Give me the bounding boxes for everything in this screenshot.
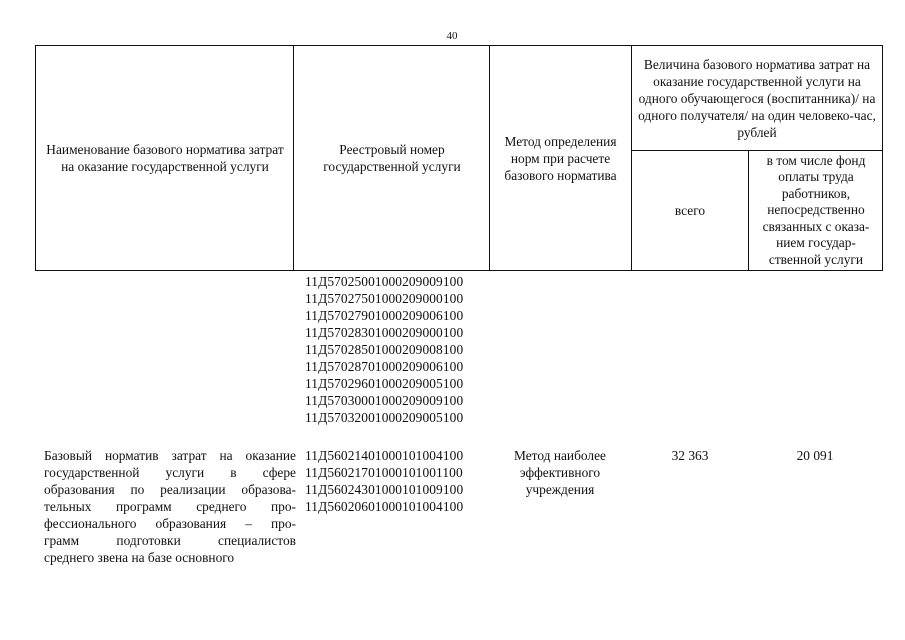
header-total-text: всего [674, 203, 706, 218]
table-left-border [35, 45, 36, 271]
row-name-line: образования по реализации образова- [44, 482, 296, 497]
table-right-border [882, 45, 883, 271]
registry-code: 11Д56024301000101009100 [305, 482, 464, 497]
header-including-cell [752, 151, 880, 270]
row-name-line: фессионального образования – про- [44, 516, 296, 531]
registry-code: 11Д57027901000209006100 [305, 308, 464, 323]
header-method-cell [492, 46, 629, 270]
row-total: 32 363 [671, 448, 709, 463]
row-including: 20 091 [796, 448, 834, 463]
registry-code: 11Д57027501000209000100 [305, 291, 464, 306]
header-name-cell [40, 46, 290, 270]
header-bottom-border [35, 270, 883, 271]
registry-code: 11Д57029601000209005100 [305, 376, 464, 391]
row-code-list [305, 447, 463, 515]
col-divider-2 [489, 45, 490, 271]
row-name-line: государственной услуги в сфере [44, 465, 296, 480]
row-name-line: тельных программ среднего про- [44, 499, 296, 514]
header-registry-text: Реестровый номер государственной услуги [323, 142, 461, 174]
registry-code: 11Д56020601000101004100 [305, 499, 464, 514]
page-number: 40 [446, 30, 458, 42]
row-method: Метод наиболее эффективного учреждения [514, 448, 606, 497]
col-divider-3 [631, 45, 632, 271]
row-name [44, 447, 296, 566]
row-name-line: Базовый норматив затрат на оказание [44, 448, 296, 463]
registry-code: 11Д57025001000209009100 [305, 274, 464, 289]
registry-code: 11Д56021701000101001100 [305, 465, 463, 480]
header-including-text: в том числе фонд оплаты труда работников, непосредственно связанных с оказа-нием государ-ственной услуги [762, 152, 870, 267]
registry-code: 11Д57028301000209000100 [305, 325, 464, 340]
row-name-line: грамм подготовки специалистов [44, 533, 296, 548]
registry-code: 11Д56021401000101004100 [305, 448, 464, 463]
header-value-cell [633, 46, 881, 150]
header-value-text: Величина базового норматива затрат на оказание государственной услуги на одного обучающегося (воспитанника)/ на одного получателя/ на один человеко-час, рублей [638, 56, 876, 140]
registry-code: 11Д57028501000209008100 [305, 342, 464, 357]
row-name-line: среднего звена на базе основного [44, 550, 235, 565]
header-registry-cell [300, 46, 484, 270]
header-method-text: Метод определения норм при расчете базового норматива [504, 133, 617, 183]
col-divider-1 [293, 45, 294, 271]
registry-code: 11Д57032001000209005100 [305, 410, 464, 425]
col-divider-4 [748, 150, 749, 271]
registry-code: 11Д57028701000209006100 [305, 359, 464, 374]
header-total-cell [633, 151, 747, 270]
header-name-text: Наименование базового норматива затрат на оказание государственной услуги [46, 142, 284, 174]
continued-code-list [305, 273, 463, 426]
registry-code: 11Д57030001000209009100 [305, 393, 464, 408]
